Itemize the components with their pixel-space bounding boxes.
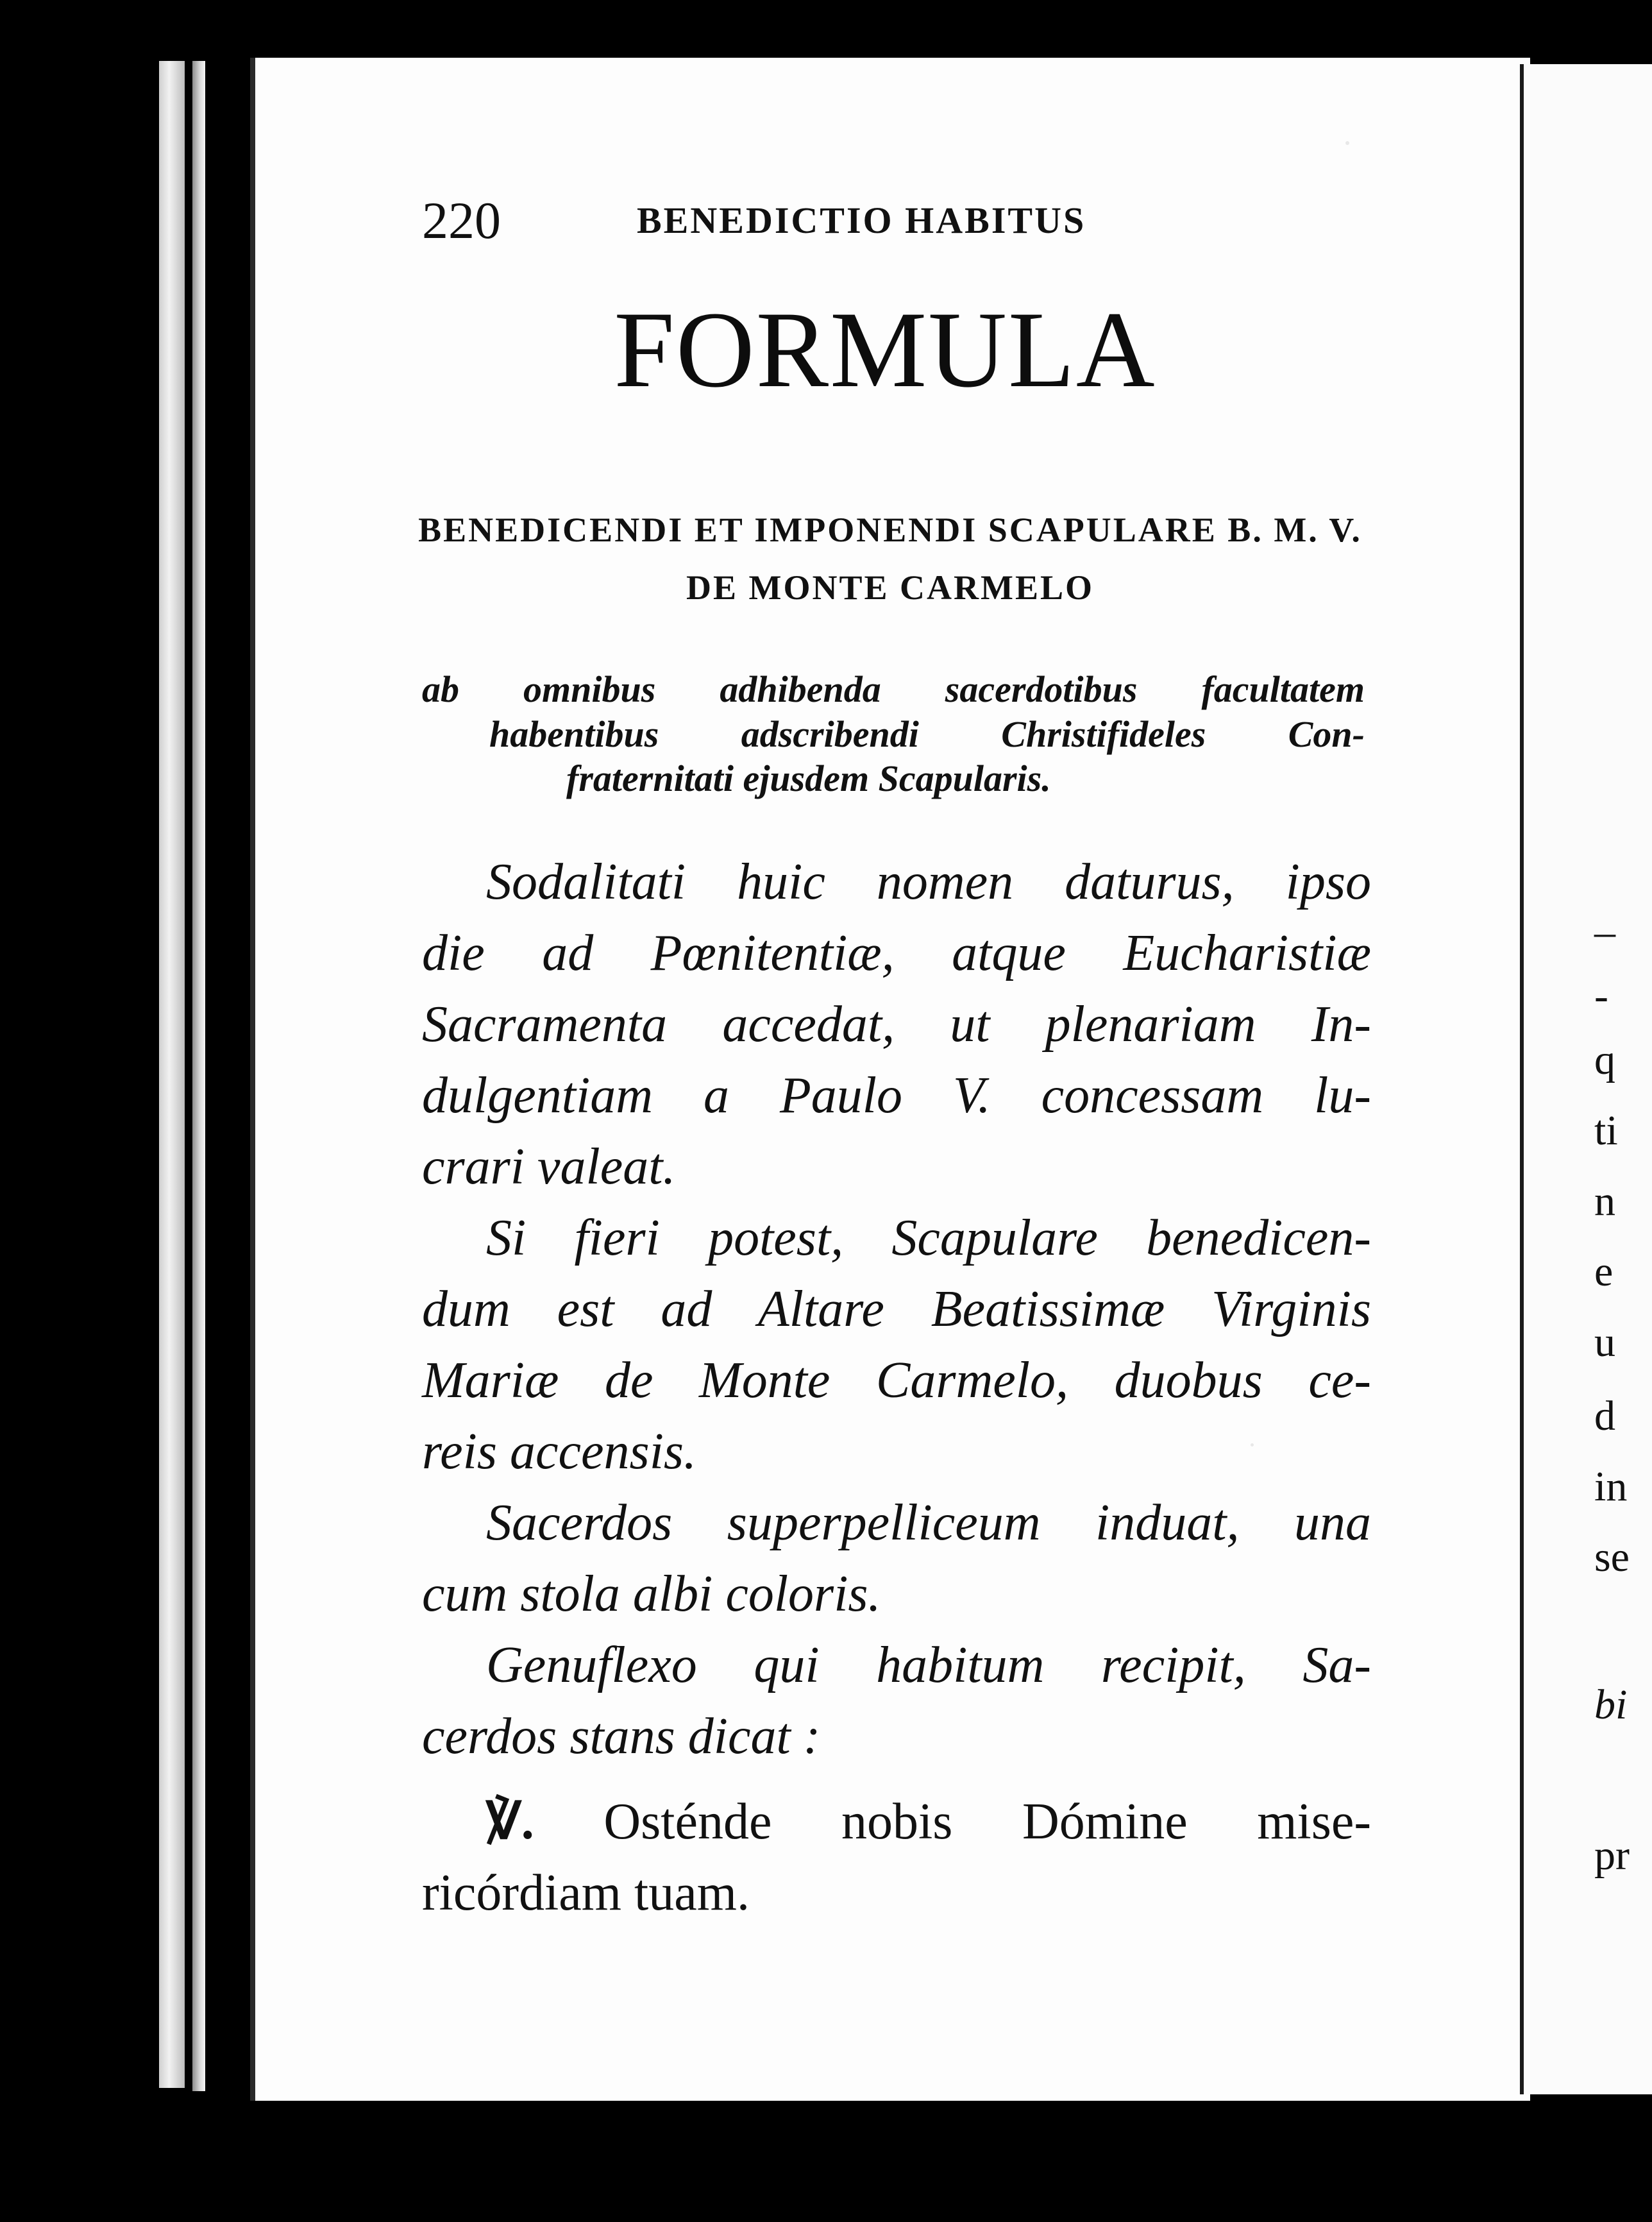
facing-page-fragment: d [1594, 1393, 1615, 1439]
versicle-sign: ℣. [486, 1794, 534, 1850]
rubric-paragraph [422, 847, 1371, 1203]
facing-page-fragment: bi [1594, 1681, 1628, 1728]
rubric-paragraph [422, 1488, 1371, 1630]
text-line: cerdos stans dicat : [422, 1708, 821, 1765]
facing-page-fragment: pr [1594, 1832, 1630, 1879]
facing-page [1520, 64, 1652, 2094]
facing-page-fragment: in [1594, 1463, 1628, 1510]
text-line: Genuflexo qui habitum recipit, Sa- [486, 1637, 1371, 1693]
text-line: dum est ad Altare Beatissimæ Virginis [422, 1281, 1371, 1337]
paper-speck [1251, 1443, 1254, 1446]
text-line: dulgentiam a Paulo V. concessam lu- [422, 1067, 1371, 1124]
facing-page-fragment: e [1594, 1248, 1614, 1295]
text-line: Sacerdos superpelliceum induat, una [486, 1495, 1371, 1551]
rubric-paragraph [422, 1203, 1371, 1488]
page-number: 220 [422, 191, 501, 250]
facing-page-fragment: - [1594, 972, 1608, 1019]
running-title: BENEDICTIO HABITUS [637, 199, 1086, 241]
main-heading: FORMULA [614, 289, 1156, 410]
versicle-text: Osténde nobis Dómine mise- [603, 1794, 1371, 1850]
text-line: Sacramenta accedat, ut plenariam In- [422, 996, 1371, 1053]
text-line: reis accensis. [422, 1423, 697, 1480]
text-line: crari valeat. [422, 1139, 676, 1195]
subtitle-line: BENEDICENDI ET IMPONENDI SCAPULARE B. M. V. [418, 511, 1362, 549]
versicle-line [422, 1786, 1371, 1858]
facing-page-fragment: ti [1594, 1107, 1618, 1154]
facing-page-fragment: q [1594, 1037, 1615, 1083]
rubric-line: habentibus adscribendi Christifideles Con- [489, 713, 1365, 755]
versicle-paragraph [422, 1786, 1371, 1929]
book-binding-edge [192, 61, 205, 2091]
text-line: Sodalitati huic nomen daturus, ipso [486, 854, 1371, 910]
text-line: Si fieri potest, Scapulare benedicen- [486, 1210, 1371, 1266]
facing-page-fragment: u [1594, 1319, 1615, 1366]
rubric-line: ab omnibus adhibenda sacerdotibus facultatem [422, 668, 1365, 710]
text-line: die ad Pœnitentiæ, atque Eucharistiæ [422, 925, 1371, 981]
text-line: cum stola albi coloris. [422, 1566, 881, 1622]
rubric-intro [422, 667, 1365, 801]
versicle-line: ricórdiam tuam. [422, 1865, 750, 1921]
book-binding-edge [159, 61, 185, 2088]
subtitle-line: DE MONTE CARMELO [686, 568, 1094, 607]
paper-speck [1345, 141, 1349, 145]
book-page [250, 58, 1530, 2101]
rubric-paragraph [422, 1630, 1371, 1772]
rubric-line: fraternitati ejusdem Scapularis. [566, 758, 1051, 800]
facing-page-fragment: se [1594, 1534, 1630, 1581]
body-text [422, 847, 1371, 1929]
facing-page-fragment: n [1594, 1178, 1615, 1225]
facing-page-fragment: – [1594, 908, 1615, 955]
text-line: Mariæ de Monte Carmelo, duobus ce- [422, 1352, 1371, 1409]
